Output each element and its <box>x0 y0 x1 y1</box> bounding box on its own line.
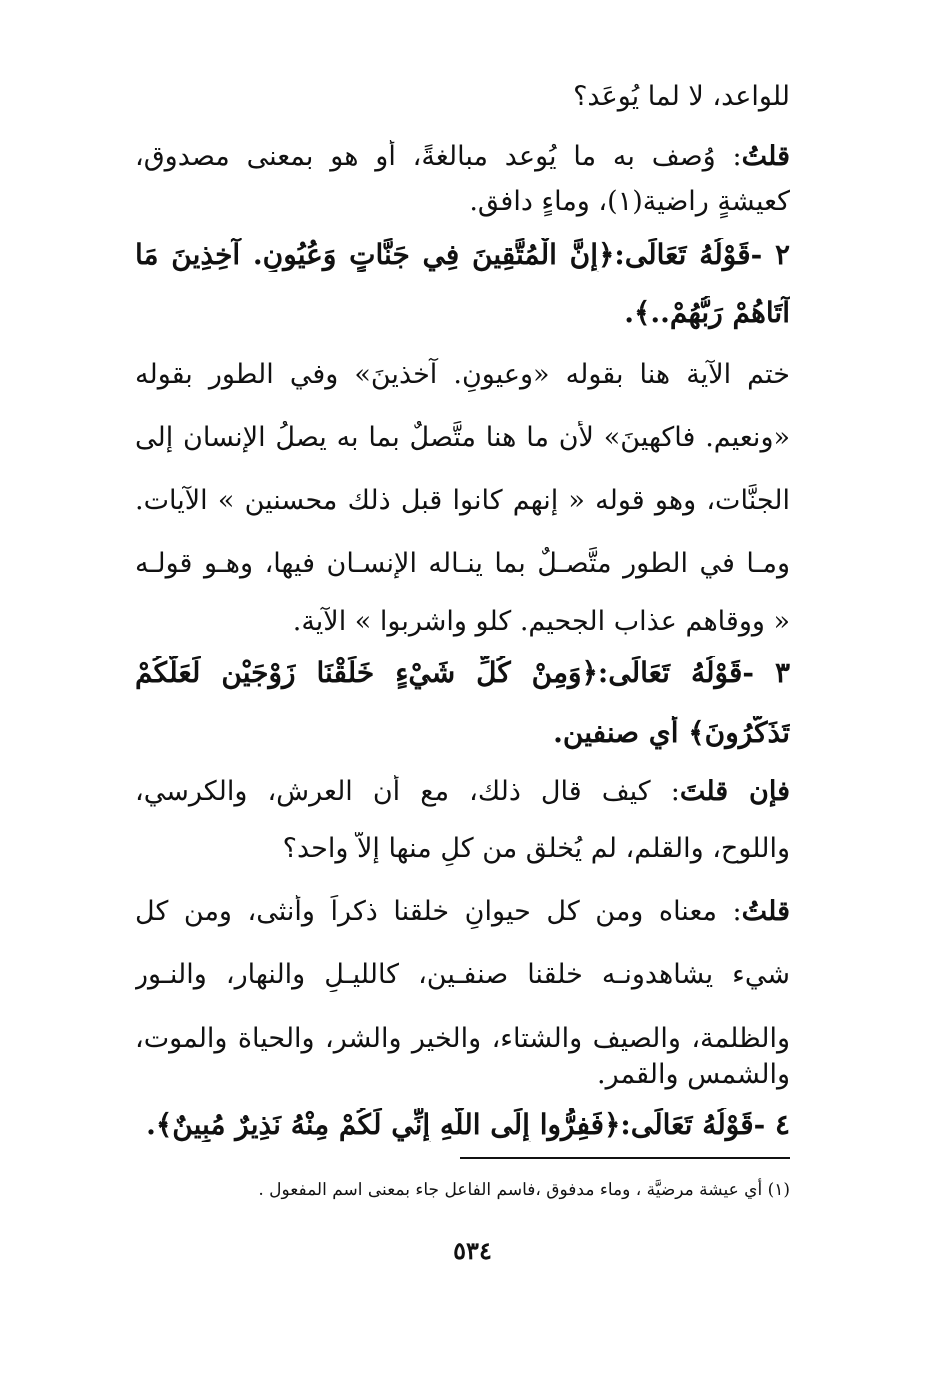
text-line: كعيشةٍ راضية(١)، وماءٍ دافق. <box>469 186 790 217</box>
footnote: (١) أي عيشة مرضيَّة ، وماء مدفوق ،فاسم الفاعل جاء بمعنى اسم المفعول . <box>258 1180 790 1200</box>
verse-heading: تَذَكَّرُونَ﴾ أي صنفين. <box>553 716 790 749</box>
verse-heading: ٢ -قَوْلُهُ تَعَالَى:﴿إِنَّ الْمُتَّقِينَ فِي جَنَّاتٍ وَعُيُونٍ. آخِذِينَ مَا <box>135 238 790 271</box>
text-line: والشمس والقمر. <box>597 1059 790 1090</box>
verse-heading: ٤ -قَوْلُهُ تَعَالَى:﴿فَفِرُّوا إِلَى اللَّهِ إِنِّي لَكُمْ مِنْهُ نَذِيرٌ مُبِينٌ﴾. <box>146 1108 790 1141</box>
text-line: والظلمة، والصيف والشتاء، والخير والشر، والحياة والموت، <box>135 1023 790 1054</box>
text-line: قلتُ: معناه ومن كل حيوانٍ خلقنا ذكراً وأنثى، ومن كل <box>135 896 790 927</box>
text-line: واللوح، والقلم، لم يُخلق من كلٍ منها إلاَّ واحد؟ <box>282 833 790 864</box>
text-line: ومـا في الطور متَّصـلٌ بما ينـاله الإنسـان فيها، وهـو قولـه <box>135 548 790 579</box>
text-line: شيء يشاهدونـه خلقنا صنفـين، كالليـلِ والنهار، والنـور <box>135 959 790 990</box>
verse-heading: آتَاهُمْ رَبُّهُمْ..﴾. <box>624 296 790 329</box>
verse-heading: ٣ -قَوْلُهُ تَعَالَى:﴿وَمِنْ كُلِّ شَيْءٍ خَلَقْنَا زَوْجَيْنِ لَعَلَّكُمْ <box>135 656 790 689</box>
text-line: قلتُ: وُصف به ما يُوعد مبالغةً، أو هو بمعنى مصدوق، <box>135 141 790 172</box>
text-line: فإن قلتَ: كيف قال ذلك، مع أن العرش، والكرسي، <box>135 776 790 807</box>
qult-label: قلتُ <box>741 896 790 927</box>
qult-label: قلتُ <box>741 141 790 172</box>
footnote-divider <box>460 1157 790 1159</box>
text-line: ختم الآية هنا بقوله «وعيونٍ. آخذينَ» وفي الطور بقوله <box>135 359 790 390</box>
text-line: «ونعيم. فاكهينَ» لأن ما هنا متَّصلٌ بما به يصلُ الإنسان إلى <box>135 422 790 453</box>
text-line: للواعد، لا لما يُوعَد؟ <box>573 81 790 112</box>
text-line: « ووقاهم عذاب الجحيم. كلو واشربوا » الآية. <box>292 606 790 637</box>
fa-in-qult-label: فإن قلتَ <box>679 776 790 807</box>
text-line: الجنَّات، وهو قوله « إنهم كانوا قبل ذلك محسنين » الآيات. <box>135 485 790 516</box>
page-number: ٥٣٤ <box>453 1236 492 1265</box>
